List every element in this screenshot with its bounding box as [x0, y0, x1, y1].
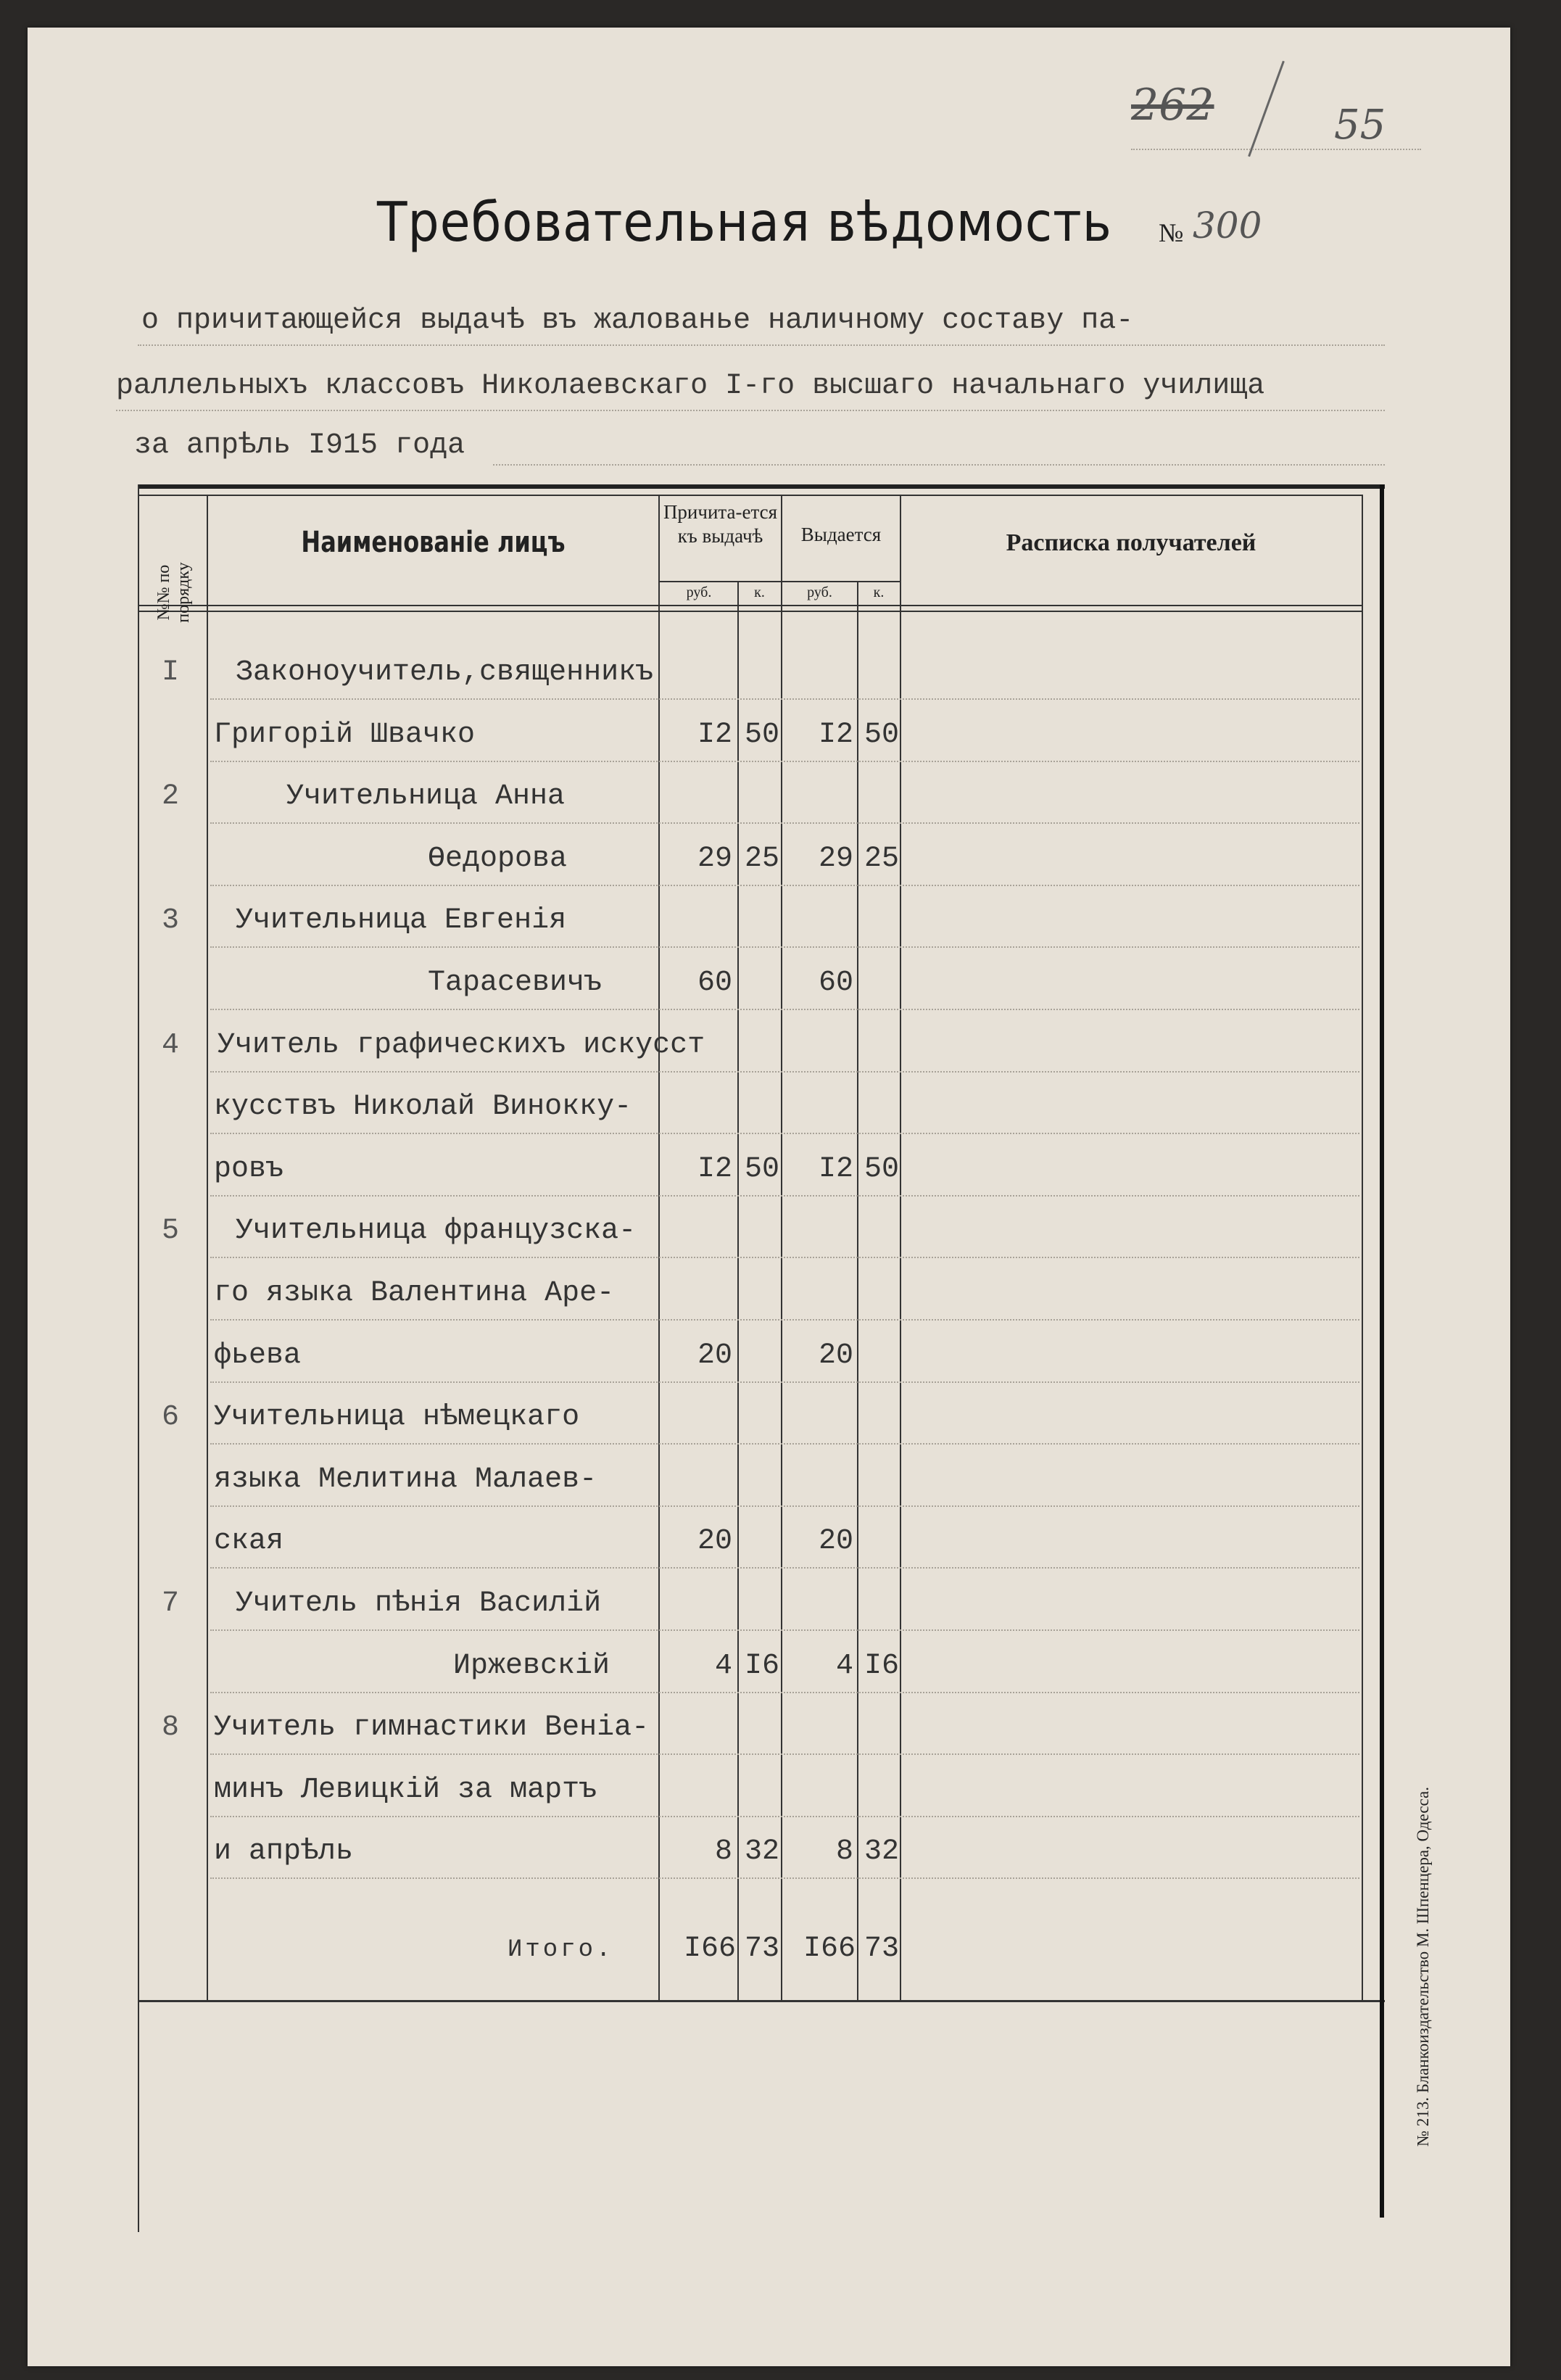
person-name-line: ровъ [214, 1152, 284, 1186]
dotted-row-line [210, 1381, 1359, 1383]
total-paid-rub: I66 [803, 1933, 856, 1965]
dotted-row-line [210, 698, 1359, 700]
subtitle-line: раллельныхъ классовъ Николаевскаго I-го высшаго начальнаго училища [116, 370, 1265, 402]
paid-kopecks: 50 [864, 718, 899, 751]
row-number: 2 [161, 780, 179, 814]
paid-rubles: 4 [835, 1649, 853, 1682]
person-name-line: минъ Левицкій за мартъ [214, 1773, 597, 1806]
row-number: 5 [161, 1215, 179, 1248]
paid-rubles: 8 [835, 1835, 853, 1869]
dotted-row-line [210, 1692, 1359, 1693]
subtitle-line: о причитающейся выдачѣ въ жалованье наличному составу па- [141, 305, 1134, 337]
row-number: 4 [161, 1028, 179, 1062]
person-name-line: Өедорова [428, 842, 568, 875]
paid-kopecks: 32 [864, 1835, 899, 1869]
due-kopecks: I6 [744, 1649, 779, 1682]
dotted-row-line [210, 1009, 1359, 1010]
person-name-line: Учительница Евгенія [236, 904, 567, 938]
person-name-line: Учительница Анна [286, 780, 566, 814]
paid-kopecks: 50 [864, 1152, 899, 1186]
paid-rubles: 60 [818, 967, 853, 999]
dotted-row-line [210, 1877, 1359, 1879]
paid-rubles: 20 [818, 1525, 853, 1558]
dotted-row-line [210, 1567, 1359, 1569]
person-name-line: языка Мелитина Малаев- [214, 1463, 597, 1496]
header-due: Причита-ется къ выдачѣ [663, 501, 778, 547]
person-name-line: Учитель пѣнія Василій [236, 1587, 602, 1620]
due-rubles: 8 [714, 1835, 732, 1869]
dotted-line [138, 344, 1385, 346]
folio-number: 55 [1334, 102, 1386, 149]
header-kop: к. [754, 584, 765, 600]
printer-imprint: № 213. Бланкоиздательство М. Шпенцера, Одесса. [1414, 1787, 1432, 2146]
total-due-rub: I66 [683, 1933, 736, 1965]
header-paid: Выдается [800, 524, 882, 545]
paid-rubles: 20 [818, 1339, 853, 1372]
document-title: Требовательная вѣдомость [377, 191, 1112, 255]
paid-kopecks: 25 [864, 842, 899, 875]
due-rubles: 4 [714, 1649, 732, 1682]
document-number: 300 [1193, 204, 1262, 247]
dotted-row-line [210, 885, 1359, 886]
row-number: 6 [161, 1401, 179, 1434]
person-name-line: Иржевскій [453, 1649, 610, 1682]
dotted-row-line [210, 1753, 1359, 1755]
row-number: 3 [161, 904, 179, 938]
paid-rubles: 29 [818, 842, 853, 875]
dotted-row-line [210, 1816, 1359, 1817]
person-name-line: Учитель графическихъ искусст [218, 1028, 705, 1062]
person-name-line: го языка Валентина Аре- [214, 1277, 615, 1310]
total-due-kop: 73 [744, 1933, 779, 1965]
dotted-row-line [210, 1443, 1359, 1445]
person-name-line: Григорій Швачко [214, 718, 476, 751]
person-name-line: Учитель гимнастики Веніа- [214, 1711, 650, 1745]
dotted-row-line [210, 822, 1359, 824]
dotted-row-line [210, 1505, 1359, 1507]
dotted-line [1131, 149, 1421, 150]
header-signature: Расписка получателей [1006, 529, 1256, 556]
dotted-line [493, 464, 1385, 466]
due-kopecks: 50 [744, 1152, 779, 1186]
crossed-archive-number: 262 [1131, 80, 1214, 131]
dotted-row-line [210, 1071, 1359, 1073]
person-name-line: Учительница французска- [236, 1215, 637, 1248]
header-rub: руб. [686, 584, 712, 600]
due-rubles: I2 [697, 718, 732, 751]
total-paid-kop: 73 [864, 1933, 899, 1965]
due-rubles: I2 [697, 1152, 732, 1186]
due-rubles: 20 [697, 1525, 732, 1558]
dotted-row-line [210, 1133, 1359, 1134]
paid-rubles: I2 [818, 718, 853, 751]
row-number: 7 [161, 1587, 179, 1620]
due-kopecks: 50 [744, 718, 779, 751]
dotted-row-line [210, 761, 1359, 762]
dotted-row-line [210, 946, 1359, 948]
person-name-line: Учительница нѣмецкаго [214, 1401, 580, 1434]
person-name-line: Тарасевичъ [428, 967, 603, 999]
due-kopecks: 32 [744, 1835, 779, 1869]
person-name-line: ская [214, 1525, 284, 1558]
header-rub: руб. [807, 584, 832, 600]
dotted-row-line [210, 1195, 1359, 1197]
dotted-row-line [210, 1319, 1359, 1321]
due-kopecks: 25 [744, 842, 779, 875]
subtitle-line: за апрѣль I915 года [134, 429, 465, 462]
paid-rubles: I2 [818, 1152, 853, 1186]
header-number: №№ по порядку [154, 562, 193, 623]
due-rubles: 60 [697, 967, 732, 999]
person-name-line: кусствъ Николай Винокку- [214, 1091, 632, 1124]
due-rubles: 29 [697, 842, 732, 875]
person-name-line: фьева [214, 1339, 302, 1372]
header-name: Наименованіе лицъ [301, 526, 566, 559]
person-name-line: и апрѣль [214, 1835, 354, 1869]
person-name-line: Законоучитель,священникъ [236, 656, 654, 689]
due-rubles: 20 [697, 1339, 732, 1372]
row-number: 8 [161, 1711, 179, 1745]
paid-kopecks: I6 [864, 1649, 899, 1682]
row-number: I [161, 656, 179, 689]
dotted-row-line [210, 1257, 1359, 1258]
dotted-line [116, 410, 1385, 411]
dotted-row-line [210, 1629, 1359, 1631]
number-label: № [1159, 218, 1184, 247]
total-label: Итого. [508, 1936, 614, 1964]
header-kop: к. [873, 584, 885, 600]
